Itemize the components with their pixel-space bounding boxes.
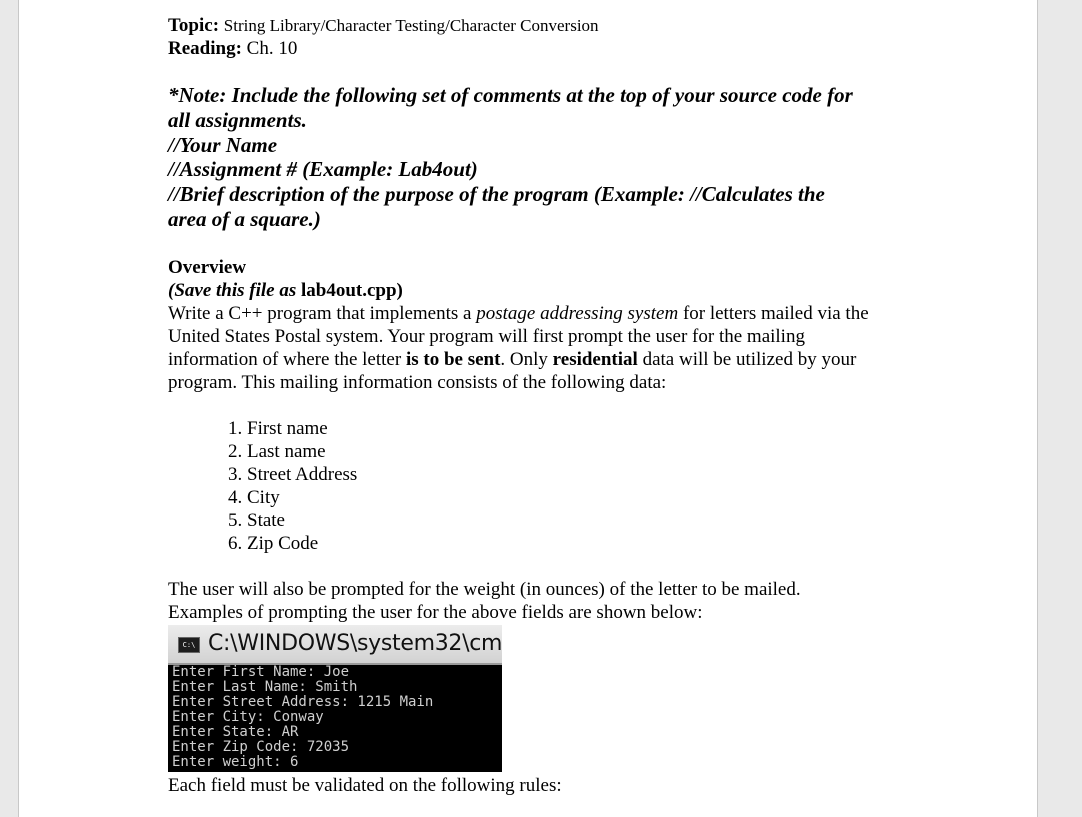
console-line: Enter Street Address: 1215 Main [172, 693, 434, 710]
list-item: 2. Last name [228, 440, 326, 462]
console-app-icon: C:\ [178, 637, 200, 653]
console-line: Enter State: AR [172, 723, 299, 740]
console-line: Enter Last Name: Smith [172, 678, 358, 695]
overview-paragraph [168, 302, 888, 394]
validation-intro: Each field must be validated on the following rules: [168, 774, 562, 796]
topic-line [168, 14, 888, 37]
note-line-3: //Your Name [168, 132, 278, 157]
list-item: 4. City [228, 486, 280, 508]
p1-part-b: for letters mailed via the United States Postal system. Your program will first prompt the user for the mailing information of where the letter [168, 302, 869, 370]
mailing-fields-list [168, 417, 888, 555]
document-content [168, 14, 888, 797]
console-title-bar [168, 625, 502, 665]
p1-emphasis: postage addressing system [476, 302, 679, 324]
reading-value: Ch. 10 [246, 38, 298, 59]
console-screenshot [168, 625, 502, 772]
p1-bold-sent: is to be sent [405, 348, 501, 370]
list-item: 6. Zip Code [228, 532, 319, 554]
weight-paragraph [168, 578, 888, 624]
overview-title: Overview [168, 256, 247, 278]
reading-line [168, 37, 888, 60]
note-line-5: //Brief description of the purpose of the program (Example: //Calculates the [168, 182, 825, 207]
document-page [18, 0, 1038, 817]
p1-bold-residential: residential [552, 348, 638, 370]
p1-part-c: . Only [500, 348, 548, 370]
save-prefix: (Save this file as [168, 279, 297, 301]
topic-value: String Library/Character Testing/Character Conversion [223, 16, 599, 35]
save-filename: lab4out.cpp) [301, 279, 403, 301]
topic-label: Topic: [168, 15, 220, 36]
console-line: Enter weight: 6 [172, 753, 299, 770]
p1-part-d: data will be utilized by your program. This mailing information consists of the following data: [168, 348, 857, 393]
console-line: Enter Zip Code: 72035 [172, 738, 350, 755]
comment-note [168, 83, 888, 232]
console-title: C:\WINDOWS\system32\cm [208, 630, 502, 656]
console-line: Enter First Name: Joe [172, 663, 350, 680]
note-line-1: *Note: Include the following set of comments at the top of your source code for [168, 83, 853, 107]
list-item: 1. First name [228, 417, 328, 439]
weight-line-2: Examples of prompting the user for the above fields are shown below: [168, 601, 703, 623]
overview-section [168, 256, 888, 394]
note-line-6: area of a square.) [168, 206, 321, 231]
console-output [172, 665, 502, 770]
list-item: 5. State [228, 509, 285, 531]
save-instruction [168, 279, 888, 302]
list-item: 3. Street Address [228, 463, 358, 485]
p1-part-a: Write a C++ program that implements a [168, 302, 472, 324]
weight-line-1: The user will also be prompted for the weight (in ounces) of the letter to be mailed. [168, 578, 801, 600]
note-line-2: all assignments. [168, 107, 307, 132]
console-line: Enter City: Conway [172, 708, 324, 725]
reading-label: Reading: [168, 38, 242, 59]
note-line-4: //Assignment # (Example: Lab4out) [168, 157, 478, 182]
